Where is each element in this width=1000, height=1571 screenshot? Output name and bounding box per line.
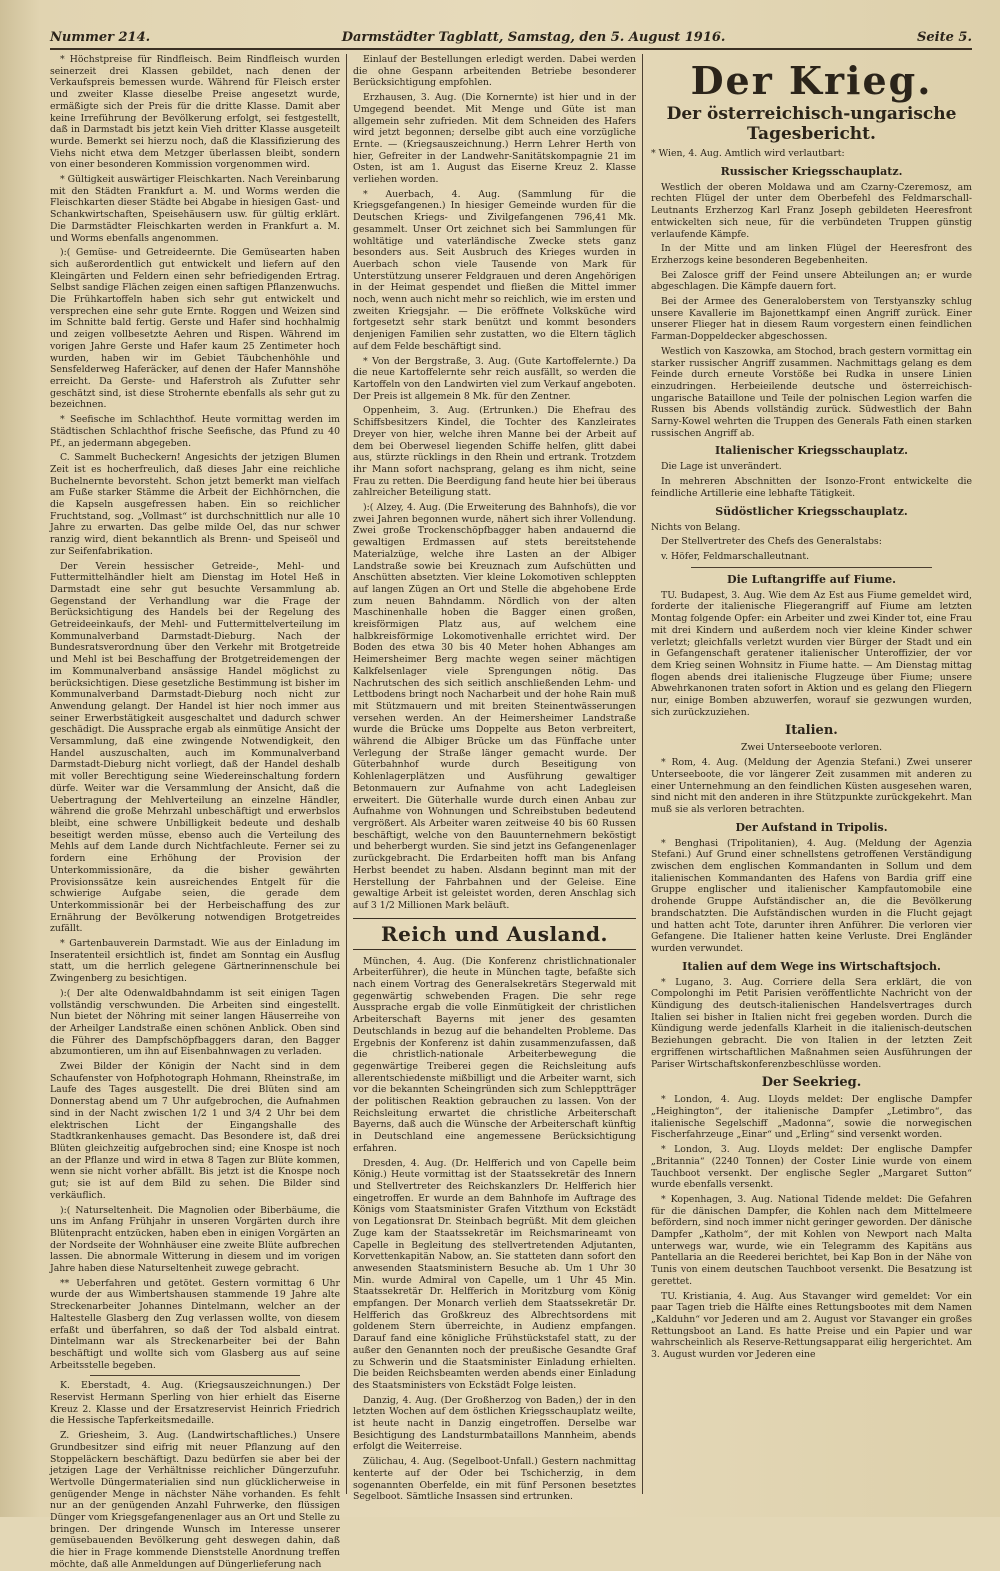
heading-tripolis: Der Aufstand in Tripolis.	[735, 820, 888, 834]
article-bestellungen: Einlauf der Bestellungen erledigt werden. Dabei werden die ohne Gespann arbeitenden Betriebe besonderer Berücksichtigung empfohlen.	[353, 54, 636, 89]
article-rom: * Rom, 4. Aug. (Meldung der Agenzia Stefani.) Zwei unserer Unterseeboote, die vor längerer Zeit zusammen mit anderen zu einer Unternehmung an den feindlichen Küsten ausgesehen waren, sind nicht mit den anderen in ihre Stützpunkte zurückgekehrt. Man muß sie als verloren betrachten.	[651, 757, 972, 815]
article-gartenbauverein: * Gartenbauverein Darmstadt. Wie aus der Einladung im Inseratenteil ersichtlich ist, findet am Sonntag ein Ausflug statt, um die herrlich gelegene Gärtnerinnenschule bei Zwingenberg zu besichtigen.	[50, 938, 340, 985]
article-lugano: * Lugano, 3. Aug. Corriere della Sera erklärt, die von Compolonghi im Petit Parisien veröffentlichte Nachricht von der Kündigung des deutsch-italienischen Handelsvertrages durch Italien sei bisher in Italien nicht frei gegeben worden. Durch die Kündigung werde jedenfalls Klarheit in die italienisch-deutschen Beziehungen gebracht. Die von Italien in der letzten Zeit ergriffenen wirtschaftlichen Maßnahmen seien Ausführungen der Pariser Wirtschaftskonferenzbeschlüsse worden.	[651, 976, 972, 1070]
article-muenchen: München, 4. Aug. (Die Konferenz christlichnationaler Arbeiterführer), die heute in München tagte, befaßte sich nach einem Vortrag des Generalsekretärs Stegerwald mit gegenwärtig schwebenden Fragen. Die sehr rege Aussprache ergab die volle Einmütigkeit der christlichen Arbeiterschaft Bayerns mit jener des gesamten Deutschlands in bezug auf die behandelten Probleme. Das Ergebnis der Konferenz ist dahin zusammenzufassen, daß die christlich-nationale Arbeiterbewegung die gegenwärtige Treiberei gegen die Reichsleitung aufs allerentschiedenste mißbilligt und die Arbeiter warnt, sich vor die bekannten Scheingründen sich zum Schlepptträger der politischen Reaktion gebrauchen zu lassen. Von der Reichsleitung erwartet die christliche Arbeiterschaft Bayerns, daß auch die Wünsche der Arbeiterschaft künftig in Deutschland eine angemessene Berücksichtigung erfahren.	[353, 955, 636, 1154]
article-kopenhagen: * Kopenhagen, 3. Aug. National Tidende meldet: Die Gefahren für die dänischen Dampfer, die Kohlen nach dem Mittelmeere befördern, sind noch immer nicht geringer geworden. Der dänische Dampfer „Katholm“, der mit Kohlen von Newport nach Malta unterwegs war, wurde, wie ein Telegramm des Kapitäns aus Pantellaria an die Reederei berichtet, bei Kap Bon in der Nähe von Tunis von einem deutschen Tauchboot versenkt. Die Besatzung ist gerettet.	[651, 1193, 972, 1287]
article-ernte: ):( Gemüse- und Getreideernte. Die Gemüsearten haben sich außerordentlich gut entwickelt und liefern auf den Kleingärten und Feldern einen sehr befriedigenden Ertrag. Selbst sandige Flächen zeigen einen saftigen Pflanzenwuchs. Die Frühkartoffeln haben sich sehr gut entwickelt und versprechen eine sehr gute Ernte. Roggen und Weizen sind im Schnitte bald fertig. Gerste und Hafer sind hochhalmig und zeigen vollbesetzte Aehren und Rispen. Während im vorigen Jahre Gerste und Hafer kaum 25 Zentimeter hoch wurden, haben wir im Gebiet Täubchenhöhle und Sensfelderweg Haferäcker, auf denen der Hafer Mannshöhe erreicht. Da Gerste- und Haferstroh als Zufutter sehr geschätzt sind, ist diese Strohernte ebenfalls als sehr gut zu bezeichnen.	[50, 247, 340, 411]
article-koenigin-der-nacht: Zwei Bilder der Königin der Nacht sind in dem Schaufenster von Hofphotograph Hohmann, Rheinstraße, im Laufe des Tages ausgestellt. Die drei Blüten sind am Donnerstag abend um 7 Uhr aufgebrochen, die Aufnahmen sind in der Nacht zwischen 1/2 1 und 3/4 2 Uhr bei dem elektrischen Licht der Eingangshalle des Stadtkrankenhauses gemacht. Das Besondere ist, daß drei Blüten gleichzeitig aufgebrochen sind; eine Knospe ist noch an der Pflanze und wird in etwa 8 Tagen zur Blüte kommen, wenn sie nicht vorher abfällt. Bis jetzt ist die Knospe noch gut; sie ist auf dem Bild zu sehen. Die Bilder sind verkäuflich.	[50, 1061, 340, 1201]
report-intro: * Wien, 4. Aug. Amtlich wird verlautbart:	[651, 148, 845, 159]
article-bergstrasse: * Von der Bergstraße, 3. Aug. (Gute Kartoffelernte.) Da die neue Kartoffelernte sehr reich ausfällt, so werden die Kartoffeln von den Landwirten viel zum Verkauf angeboten. Der Preis ist allgemein 8 Mk. für den Zentner.	[353, 355, 636, 402]
article-zuelichau: Zülichau, 4. Aug. (Segelboot-Unfall.) Gestern nachmittag kenterte auf der Oder bei Tschicherzig, in dem sogenannten Oberfelde, ein mit fünf Personen besetztes Segelboot. Sämtliche Insassen sind ertrunken.	[353, 1456, 636, 1503]
heading-russian-front: Russischer Kriegsschauplatz.	[720, 164, 903, 178]
heading-italien: Italien.	[785, 723, 838, 739]
columns	[50, 54, 972, 1570]
column-1	[50, 54, 346, 1570]
article-fiume: TU. Budapest, 3. Aug. Wie dem Az Est aus Fiume gemeldet wird, forderte der italienische Fliegerangriff auf Fiume am letzten Montag folgende Opfer: ein Arbeiter und zwei Kinder tot, eine Frau mit drei Kindern und außerdem noch vier kleine Kinder schwer verletzt; gleichfalls verletzt wurden vier Bürger der Stadt und ein in Gefangenschaft geratener italienischer Unteroffizier, der vor dem Krieg seinen Wohnsitz in Fiume hatte. — Am Dienstag mittag flogen abends drei italienische Flugzeuge über Fiume; unsere Abwehrkanonen traten sofort in Aktion und es gelang den Fliegern nur, einige Bomben abzuwerfen, worauf sie gezwungen wurden, sich zurückzuziehen.	[651, 589, 972, 718]
article-london-1: * London, 4. Aug. Lloyds meldet: Der englische Dampfer „Heighington“, der italienische Dampfer „Letimbro“, das italienische Segelschiff „Madonna“, sowie die norwegischen Fischerfahrzeuge „Einar“ und „Erling“ sind versenkt worden.	[651, 1094, 972, 1141]
heading-seekrieg: Der Seekrieg.	[761, 1075, 862, 1091]
divider	[90, 1375, 300, 1376]
report-russ-1: Westlich der oberen Moldawa und am Czarny-Czeremosz, am rechten Flügel der unter dem Oberbefehl des Feldmarschall-Leutnants Erzherzog Karl Franz Joseph gebildeten Heeresfront entwickelten sich neue, für die verbündeten Truppen günstig verlaufende Kämpfe.	[651, 181, 972, 240]
article-odenwaldbahn: ):( Der alte Odenwaldbahndamm ist seit einigen Tagen vollständig verschwunden. Die Arbeiten sind eingestellt. Nun bietet der Nöhring mit seiner langen Häuserreihe von der Arheilger Landstraße einen schönen Anblick. Oben sind die Führer des Dampfschöpfbaggers daran, den Bagger abzumontieren, um ihn auf Eisenbahnwagen zu verladen.	[50, 987, 340, 1058]
paper-dateline: Darmstädter Tagblatt, Samstag, den 5. August 1916.	[341, 30, 726, 45]
report-russ-3: Bei Zalosce griff der Feind unsere Abteilungen an; er wurde abgeschlagen. Die Kämpfe dauern fort.	[651, 269, 972, 293]
issue-number: Nummer 214.	[50, 30, 151, 45]
article-fleischkarten: * Gültigkeit auswärtiger Fleischkarten. Nach Vereinbarung mit den Städten Frankfurt a. M. und Worms werden die Fleischkarten dieser Städte bei Abgabe in hiesigen Gast- und Schankwirtschaften, Speisehäusern usw. für gültig erklärt. Die Darmstädter Fleischkarten werden in Frankfurt a. M. und Worms ebenfalls angenommen.	[50, 174, 340, 244]
article-ueberfahren: ** Ueberfahren und getötet. Gestern vormittag 6 Uhr wurde der aus Wimbertshausen stammende 19 Jahre alte Streckenarbeiter Johannes Dintelmann, welcher an der Haltestelle Glasberg den Zug verlassen wollte, von diesem erfaßt und überfahren, so daß der Tod alsbald eintrat. Dintelmann war als Streckenarbeiter bei der Bahn beschäftigt und wollte sich vom Glasberg aus auf seine Arbeitsstelle begeben.	[50, 1277, 340, 1371]
report-russ-5: Westlich von Kaszowka, am Stochod, brach gestern vormittag ein starker russischer Angriff zusammen. Nachmittags gelang es dem Feinde durch erneute Vorstöße bei Rudka in unsere Linien einzudringen. Herbeieilende deutsche und österreichisch-ungarische Bataillone und Teile der polnischen Legion warfen die Russen bis Abends vollständig zurück. Südwestlich der Bahn Sarny-Kowel wehrten die Truppen des Generals Fath einen starken russischen Angriff ab.	[651, 345, 972, 439]
article-danzig: Danzig, 4. Aug. (Der Großherzog von Baden,) der in den letzten Wochen auf dem östlichen Kriegsschauplatz weilte, ist heute nacht in Danzig eingetroffen. Derselbe war Besichtigung des Landsturmbataillons Mannheim, abends erfolgt die Weiterreise.	[353, 1394, 636, 1453]
column-3	[642, 54, 972, 1494]
subheading-unterseeboote: Zwei Unterseeboote verloren.	[740, 742, 883, 754]
page-header	[50, 30, 972, 50]
page-number: Seite 5.	[917, 30, 972, 45]
article-seefische: * Seefische im Schlachthof. Heute vormittag werden im Städtischen Schlachthof frische Seefische, das Pfund zu 40 Pf., an jedermann abgegeben.	[50, 414, 340, 449]
article-erzhausen: Erzhausen, 3. Aug. (Die Kornernte) ist hier und in der Umgegend beendet. Mit Menge und Güte ist man allgemein sehr zufrieden. Mit dem Schneiden des Hafers wird jetzt begonnen; derselbe gibt auch eine vorzügliche Ernte. — (Kriegsauszeichnung.) Herrn Lehrer Herth von hier, Gefreiter in der Landwehr-Sanitätskompagnie 21 im Osten, ist am 1. August das Eiserne Kreuz 2. Klasse verliehen worden.	[353, 92, 636, 186]
article-griesheim: Z. Griesheim, 3. Aug. (Landwirtschaftliches.) Unsere Grundbesitzer sind eifrig mit neuer Pflanzung auf den Stoppeläckern beschäftigt. Dazu bedürfen sie aber bei der jetzigen Lage der Verhältnisse reichlicher Düngerzufuhr. Wertvolle Düngermaterialien sind nun glücklicherweise in genügender Menge in nächster Nähe vorhanden. Es fehlt nur an der genügenden Anzahl Fuhrwerke, den flüssigen Dünger vom Kriegsgefangenenlager aus an Ort und Stelle zu bringen. Der dringende Wunsch im Interesse unserer gemüsebauenden Bevölkerung geht deswegen dahin, daß die hier in Frage kommende Dienststelle Anordnung treffen möchte, daß alle Anmeldungen auf Düngerlieferung nach	[50, 1430, 340, 1570]
article-naturseltenheit: ):( Naturseltenheit. Die Magnolien oder Biberbäume, die uns im Anfang Frühjahr in unseren Vorgärten durch ihre Blütenpracht entzücken, haben eben in einigen Vorgärten an der Nordseite der Wohnhäuser eine zweite Blüte aufbrechen lassen. Die abnormale Witterung in diesem und im vorigen Jahre haben diese Naturseltenheit zuwege gebracht.	[50, 1204, 340, 1275]
heading-fiume: Die Luftangriffe auf Fiume.	[727, 572, 896, 586]
column-2	[346, 54, 642, 1503]
article-rindfleisch: * Höchstpreise für Rindfleisch. Beim Rindfleisch wurden seinerzeit drei Klassen gebildet, nach denen der Verkaufspreis bemessen wurde. Während für Fleisch erster und zweiter Klasse dieselbe Preise angesetzt wurde, ermäßigte sich der Preis für die dritte Klasse. Damit aber keine Irreführung der Bevölkerung erfolgt, sei festgestellt, daß in Darmstadt bis jetzt kein Vieh dritter Klasse ausgeteilt wurde. Bemerkt sei hierzu noch, daß die Klassifizierung des Viehs nicht etwa dem Metzger überlassen bleibt, sondern von einer besonderen Kommission vorgenommen wird.	[50, 54, 340, 171]
section-title-krieg: Der Krieg.	[690, 58, 933, 103]
article-alzey: ):( Alzey, 4. Aug. (Die Erweiterung des Bahnhofs), die vor zwei Jahren begonnen wurde, nähert sich ihrer Vollendung. Zwei große Trockenschöpfbagger haben andauernd die gewaltigen Erdmassen auf stets bereitstehende Materialzüge, welche ihre Lasten an der Albiger Landstraße sowie bei Kreuznach zum Aufschütten und Anschütten absetzten. Vier kleine Lokomotiven schleppten auf langen Zügen an Ort und Stelle die abgehobene Erde zum neuen Bahndamm. Nördlich von der alten Maschinenhalle hoben die Bagger einen großen, kreisförmigen Platz aus, auf welchem eine halbkreisförmige Lokomotivenhalle errichtet wird. Der Boden des etwa 30 bis 40 Meter hohen Abhanges am Heimersheimer Berg machte wegen seiner mächtigen Kalkfelsenlager viele Sprengungen nötig. Das Nachrutschen des sich seitlich anschließenden Lehm- und Lettbodens bringt noch Nacharbeit und der hohe Rain muß mit Stützmauern und mit breiten Steinentwässerungen versehen werden. An der Heimersheimer Landstraße wurde die Brücke ums Doppelte aus Beton verbreitert, während die Albiger Brücke um das Fünffache unter Verlegung der Straße länger gemacht wurde. Der Güterbahnhof wurde durch Beseitigung von Kohlenlagerplätzen und Ausführung gewaltiger Betonmauern zur Aufnahme von acht Ladegleisen erweitert. Die Güterhalle wurde durch einen Anbau zur Aufnahme von Wohnungen und Schreibstuben bedeutend vergrößert. Als Arbeiter waren zeitweise 40 bis 60 Russen beschäftigt, welche von den Bauunternehmern beköstigt und beherbergt wurden. Sie sind jetzt ins Gefangenenlager zurückgebracht. Die Erdarbeiten hofft man bis Anfang Herbst beendet zu haben. Alsdann beginnt man mit der Herstellung der Fahrbahnen und der Geleise. Eine gewaltige Arbeit ist geleistet worden, deren Anschlag sich auf 3 1/2 Millionen Mark beläuft.	[353, 502, 636, 911]
report-sued-1: Nichts von Belang.	[651, 521, 741, 533]
article-bucheckern: C. Sammelt Bucheckern! Angesichts der jetzigen Blumen Zeit ist es hocherfreulich, daß dieses Jahr eine reichliche Buchelnernte bevorsteht. Schon jetzt bemerkt man vielfach am Fuße starker Stämme die Arbeit der Eichhörnchen, die die Kapseln ausgefressen haben. Ein so reichlicher Fruchtstand, sog. „Vollmast“ ist durchschnittlich nur alle 10 Jahre zu erwarten. Das gelbe milde Oel, das nur schwer ranzig wird, dient bekanntlich als Brenn- und Speiseöl und zur Seifenfabrikation.	[50, 452, 340, 557]
heading-italian-front: Italienischer Kriegsschauplatz.	[715, 444, 908, 458]
article-auerbach: * Auerbach, 4. Aug. (Sammlung für die Kriegsgefangenen.) In hiesiger Gemeinde wurden für die Deutschen Kriegs- und Zivilgefangenen 796,41 Mk. gesammelt. Unser Ort zeichnet sich bei Sammlungen für wohltätige und vaterländische Zwecke stets ganz besonders aus. Seit Ausbruch des Krieges wurden in Auerbach schon viele Tausende von Mark für Unterstützung unserer Feldgrauen und deren Angehörigen in der Heimat gespendet und fließen die Mittel immer noch, wenn auch nicht mehr so reichlich, wie im ersten und zweiten Kriegsjahr. — Die eröffnete Volksküche wird fortgesetzt sehr stark benützt und kommt besonders denjenigen Familien sehr zustatten, wo die Eltern täglich auf dem Felde beschäftigt sind.	[353, 188, 636, 352]
article-dresden: Dresden, 4. Aug. (Dr. Helfferich und von Capelle beim König.) Heute vormittag ist der Staatssekretär des Innern und Stellvertreter des Reichskanzlers Dr. Helfferich hier eingetroffen. Er wurde an dem Bahnhofe im Auftrage des Königs vom Staatsminister Grafen Vitzthum von Eckstädt von Legationsrat Dr. Steinbach begrüßt. Mit dem gleichen Zuge kam der Staatssekretär im Reichsmarineamt von Capelle in Begleitung des stellvertretenden Adjutanten, Korvettenkapitän Nabow, an. Sie statteten dann sofort den anwesenden Staatsministern Besuche ab. Um 1 Uhr 30 Min. wurde Admiral von Capelle, um 1 Uhr 45 Min. Staatssekretär Dr. Helfferich in Moritzburg vom König empfangen. Der Monarch verlieh dem Staatssekretär Dr. Helfferich das Großkreuz des Albrechtsordens mit goldenem Stern überreichte, in Audienz empfangen. Darauf fand eine königliche Frühstückstafel statt, zu der außer den Genannten noch der preußische Gesandte Graf zu Schwerin und die Staatsminister Einladung erhielten. Die beiden Reichsbeamten werden abends einer Einladung des Staatsministers von Eckstädt Folge leisten.	[353, 1157, 636, 1391]
report-ital-1: Die Lage ist unverändert.	[661, 461, 782, 473]
article-benghasi: * Benghasi (Tripolitanien), 4. Aug. (Meldung der Agenzia Stefani.) Auf Grund einer schnellstens getroffenen Verständigung zwischen dem englischen Kommandanten in Sollum und dem italienischen Kommandanten des Hafens von Bardia griff eine Gruppe englischer und italienischer Kampfautomobile eine drohende Gruppe Aufständischer an, die die Bevölkerung brandschatzten. Die Aufständischen wurden in die Flucht gejagt und hatten acht Tote, darunter ihren Anführer. Die verloren vier Gefangene. Die Italiener hatten keine Verluste. Drei Engländer wurden verwundet.	[651, 837, 972, 954]
report-russ-2: In der Mitte und am linken Flügel der Heeresfront des Erzherzogs keine besonderen Begebenheiten.	[651, 243, 972, 266]
report-russ-4: Bei der Armee des Generaloberstem von Terstyanszky schlug unsere Kavallerie im Bajonettkampf einen Angriff zurück. Einer unserer Flieger hat in diesem Raum vorgestern einen feindlichen Farman-Doppeldecker abgeschossen.	[651, 296, 972, 343]
article-oppenheim: Oppenheim, 3. Aug. (Ertrunken.) Die Ehefrau des Schiffsbesitzers Kindel, die Tochter des Kanzleirates Dreyer von hier, welche ihren Manne bei der Arbeit auf dem bei Oberwesel liegenden Schiffe helfen, glitt dabei aus, stürzte rücklings in den Rhein und ertrank. Trotzdem ihr Mann sofort nachsprang, gelang es ihm nicht, seine Frau zu retten. Die Beerdigung fand heute hier bei überaus zahlreicher Beteiligung statt.	[353, 405, 636, 499]
article-london-2: * London, 3. Aug. Lloyds meldet: Der englische Dampfer „Britannia“ (2240 Tonnen) der Coster Linie wurde von einem Tauchboot versenkt. Der englische Segler „Margaret Sutton“ wurde ebenfalls versenkt.	[651, 1144, 972, 1191]
report-ital-2: In mehreren Abschnitten der Isonzo-Front entwickelte die feindliche Artillerie eine lebhafte Tätigkeit.	[651, 476, 972, 499]
article-eberstadt: K. Eberstadt, 4. Aug. (Kriegsauszeichnungen.) Der Reservist Hermann Sperling von hier erhielt das Eiserne Kreuz 2. Klasse und der Ersatzreservist Heinrich Friedrich die Hessische Tapferkeitsmedaille.	[50, 1380, 340, 1427]
section-subtitle: Der österreichisch-ungarische Tagesbericht.	[666, 104, 957, 144]
section-heading-reich-und-ausland: Reich und Ausland.	[353, 918, 636, 950]
heading-wirtschaftsjoch: Italien auf dem Wege ins Wirtschaftsjoch.	[682, 959, 941, 973]
article-kristiania: TU. Kristiania, 4. Aug. Aus Stavanger wird gemeldet: Vor ein paar Tagen trieb die Hälfte eines Rettungsbootes mit dem Namen „Kalduhn“ vor Jederen und am 2. August vor Stavanger ein großes Rettungsboot an Land. Es hatte Preise und ein Papier und war wahrscheinlich als Reserve-Rettungsapparat eilig hergerichtet. Am 3. August wurden vor Jederen eine	[651, 1290, 972, 1361]
divider	[691, 567, 932, 568]
heading-southeast-front: Südöstlicher Kriegsschauplatz.	[715, 504, 908, 518]
article-getreidehaendler: Der Verein hessischer Getreide-, Mehl- und Futtermittelhändler hielt am Dienstag im Hotel Heß in Darmstadt eine sehr gut besuchte Versammlung ab. Gegenstand der Verhandlung war die Frage der Berücksichtigung des Handels bei der Regelung des Getreideeinkaufs, der Mehl- und Futtermittelverteilung im Kommunalverband Darmstadt-Dieburg. Nach der Bundesratsverordnung über den Verkehr mit Brotgetreide und Mehl ist bei Beschaffung der Brotgetreidemengen der im Kommunalverband ansässige Handel möglichst zu berücksichtigen. Diese gesetzliche Bestimmung ist bisher im Kommunalverband Darmstadt-Dieburg noch nicht zur Anwendung gelangt. Der Handel ist hier noch immer aus seiner Erwerbstätigkeit ausgeschaltet und dadurch schwer geschädigt. Die Aussprache ergab als einmütige Ansicht der Versammlung, daß eine zwingende Notwendigkeit, den Handel auszuschalten, auch im Kommunalverband Darmstadt-Dieburg nicht vorliegt, daß der Handel deshalb mit voller Berechtigung seine Wiedereinschaltung fordern dürfe. Weiter war die Versammlung der Ansicht, daß die Uebertragung der Mehlverteilung an einzelne Händler, während die große Mehrzahl unbeschäftigt und erwerbslos bleibt, eine schwere Unbilligkeit bedeute und deshalb beseitigt werden müsse, ebenso auch die Verteilung des Mehls auf dem Lande durch Nichtfachleute. Ferner sei zu fordern eine Erhöhung der Provision der Unterkommissionäre, da die bisher gewährten Provisionssätze kein ausreichendes Entgelt für die schwierige Aufgabe seien, die gerade dem Unterkommissionär bei der Herbeischaffung des zur Ernährung der Bevölkerung notwendigen Brotgetreides zufällt.	[50, 560, 340, 935]
report-signature-2: v. Höfer, Feldmarschalleutnant.	[661, 550, 810, 562]
report-signature-1: Der Stellvertreter des Chefs des Generalstabs:	[661, 536, 882, 548]
